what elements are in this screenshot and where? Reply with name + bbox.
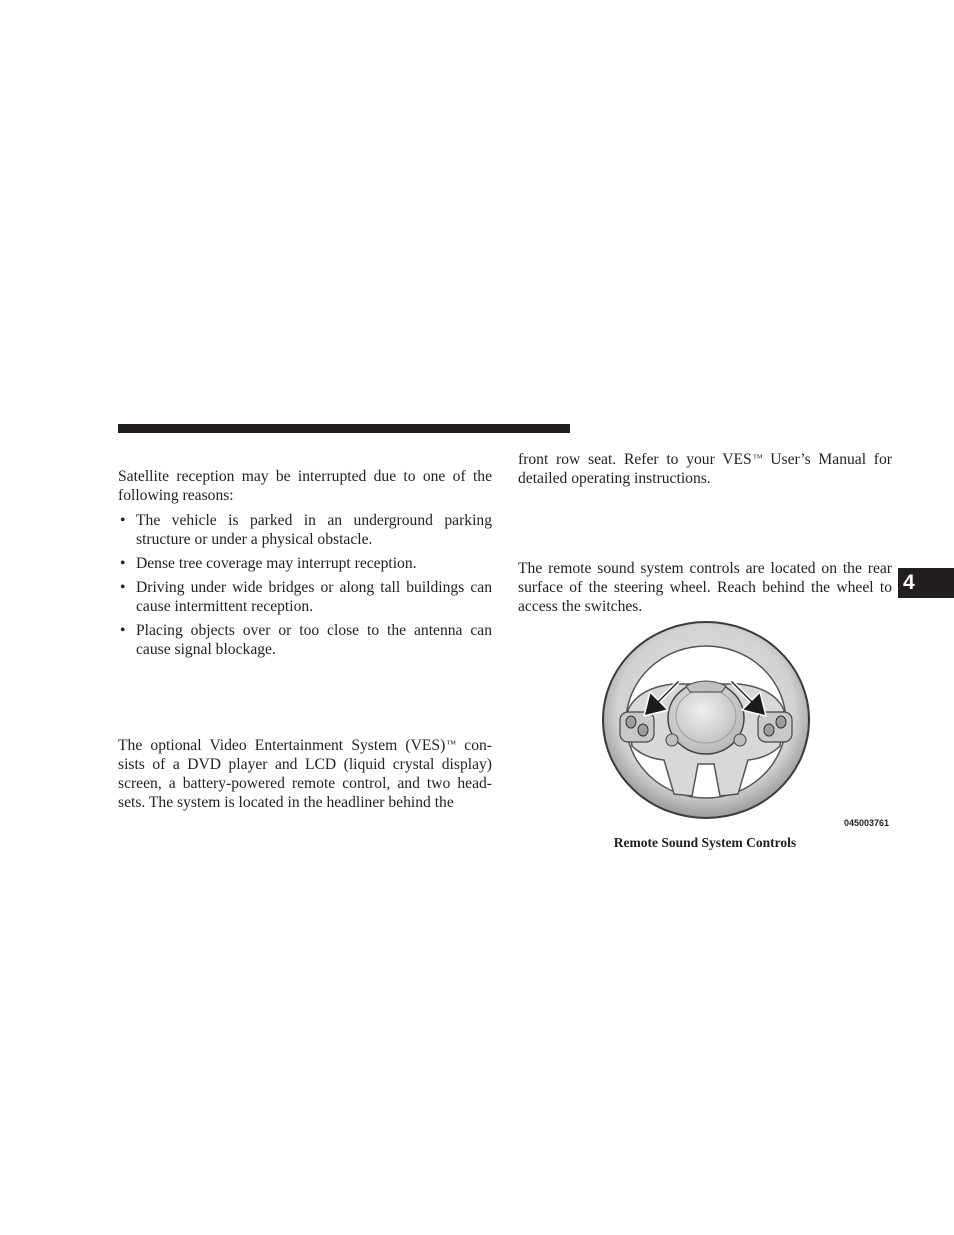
steering-wheel-figure	[598, 618, 894, 830]
figure-code: 045003761	[844, 818, 890, 828]
list-item: • The vehicle is parked in an underground parking structure or under a physical obstacle.	[120, 512, 492, 548]
bullet-icon: •	[120, 579, 126, 596]
right-column	[518, 449, 892, 616]
steering-wheel-illustration	[598, 618, 894, 830]
ves-continued-paragraph: front row seat. Refer to your VES™ User’s Manual for detailed operating instructions.	[518, 451, 892, 487]
ves-paragraph: The optional Video Entertainment System (VES)™ con- sists of a DVD player and LCD (liquid crystal display) screen, a battery-powered remote control, and two head- sets. The system is located in the headliner behind the	[118, 737, 492, 811]
trademark-mark: ™	[752, 453, 763, 464]
chapter-tab: 4	[898, 568, 954, 598]
bullet-icon: •	[120, 555, 126, 572]
reception-bullets	[118, 511, 492, 659]
left-column	[118, 467, 492, 812]
list-item: • Dense tree coverage may interrupt reception.	[120, 555, 417, 572]
bullet-icon: •	[120, 622, 126, 639]
trademark-mark: ™	[446, 739, 457, 750]
list-item: • Placing objects over or too close to the antenna can cause signal blockage.	[120, 622, 492, 658]
satellite-intro: Satellite reception may be interrupted due to one of the following reasons:	[118, 468, 492, 504]
section-rule	[118, 424, 570, 433]
figure-caption: Remote Sound System Controls	[613, 835, 797, 850]
bullet-icon: •	[120, 512, 126, 529]
list-item: • Driving under wide bridges or along tall buildings can cause intermittent reception.	[120, 579, 492, 615]
remote-controls-paragraph: The remote sound system controls are located on the rear surface of the steering wheel. Reach behind the wheel to access the switches.	[518, 560, 892, 615]
